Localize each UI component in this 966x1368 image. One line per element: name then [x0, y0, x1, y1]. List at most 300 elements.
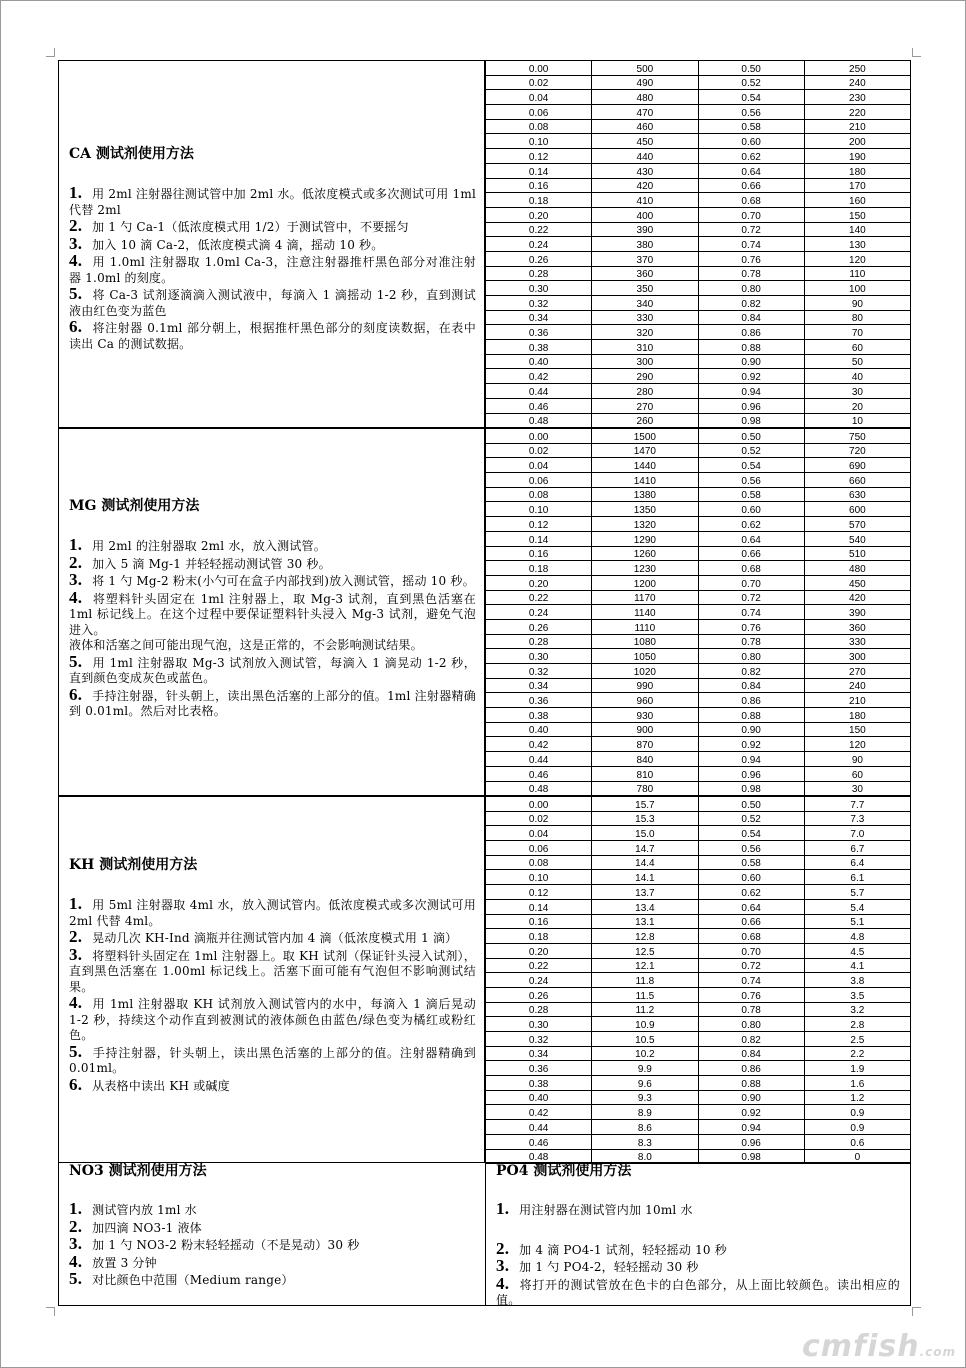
table-cell: 340 [592, 296, 698, 311]
step-number: 1. [69, 183, 83, 202]
table-row [486, 929, 911, 944]
table-cell: 14.1 [592, 870, 698, 885]
table-cell: 50 [804, 354, 910, 369]
table-cell: 7.7 [804, 797, 910, 812]
table-row [486, 575, 911, 590]
table-row [486, 105, 911, 120]
table-cell: 0.50 [698, 797, 804, 812]
table-cell: 0.62 [698, 149, 804, 164]
table-cell: 0.70 [698, 943, 804, 958]
table-cell: 4.5 [804, 943, 910, 958]
table-cell: 1200 [592, 575, 698, 590]
table-cell: 240 [804, 75, 910, 90]
table-cell: 100 [804, 281, 910, 296]
table-cell: 0.98 [698, 413, 804, 428]
table-cell: 0.60 [698, 502, 804, 517]
step-number: 6. [69, 684, 83, 704]
step-text: 加 1 勺 PO4-2，轻轻摇动 30 秒 [519, 1260, 699, 1274]
table-row [486, 664, 911, 679]
table-cell: 500 [592, 61, 698, 76]
table-cell: 380 [592, 237, 698, 252]
table-row [486, 266, 911, 281]
table-row [486, 1090, 911, 1105]
table-cell: 0.22 [486, 958, 592, 973]
table-cell: 6.1 [804, 870, 910, 885]
table-cell: 0.40 [486, 1090, 592, 1105]
table-cell: 0.50 [698, 429, 804, 444]
table-row [486, 90, 911, 105]
table-cell: 11.2 [592, 1002, 698, 1017]
table-cell: 0 [804, 1149, 910, 1164]
table-cell: 300 [592, 354, 698, 369]
instruction-step [69, 929, 476, 947]
table-cell: 150 [804, 207, 910, 222]
table-cell: 140 [804, 222, 910, 237]
table-cell: 0.48 [486, 781, 592, 796]
table-cell: 10.9 [592, 1017, 698, 1032]
table-cell: 4.1 [804, 958, 910, 973]
table-cell: 0.88 [698, 340, 804, 355]
table-row [486, 1002, 911, 1017]
step-number: 4. [69, 587, 83, 607]
table-cell: 0.86 [698, 1061, 804, 1076]
table-cell: 0.74 [698, 973, 804, 988]
table-cell: 1.2 [804, 1090, 910, 1105]
table-cell: 0.18 [486, 193, 592, 208]
table-cell: 0.64 [698, 531, 804, 546]
table-row [486, 766, 911, 781]
instruction-step [69, 1201, 477, 1219]
step-text: 用 1ml 注射器取 Mg-3 试剂放入测试管，每滴入 1 滴晃动 1-2 秒，直到颜色变成灰色或蓝色。 [69, 655, 476, 685]
table-cell: 0.42 [486, 737, 592, 752]
table-cell: 0.66 [698, 178, 804, 193]
table-cell: 0.70 [698, 575, 804, 590]
table-cell: 0.84 [698, 1046, 804, 1061]
table-row [486, 340, 911, 355]
table-row [486, 429, 911, 444]
table-cell: 5.4 [804, 899, 910, 914]
table-cell: 12.8 [592, 929, 698, 944]
table-cell: 0.50 [698, 61, 804, 76]
table-cell: 0.80 [698, 649, 804, 664]
table-cell: 15.3 [592, 811, 698, 826]
step-number: 1. [496, 1199, 510, 1218]
table-cell: 360 [592, 266, 698, 281]
table-cell: 30 [804, 781, 910, 796]
table-cell: 0.06 [486, 473, 592, 488]
instruction-step [69, 572, 476, 590]
table-cell: 1170 [592, 590, 698, 605]
table-cell: 0.36 [486, 693, 592, 708]
table-row [486, 398, 911, 413]
table-cell: 0.58 [698, 119, 804, 134]
table-cell: 1.6 [804, 1076, 910, 1091]
table-row [486, 75, 911, 90]
table-cell: 14.4 [592, 855, 698, 870]
table-cell: 510 [804, 546, 910, 561]
table-cell: 330 [592, 310, 698, 325]
table-cell: 1410 [592, 473, 698, 488]
table-cell: 12.5 [592, 943, 698, 958]
table-row [486, 222, 911, 237]
step-text: 将 1 勺 Mg-2 粉末(小勺可在盒子内部找到)放入测试管，摇动 10 秒。 [92, 574, 475, 588]
no3-steps [69, 1201, 477, 1289]
table-cell: 60 [804, 340, 910, 355]
table-row [486, 354, 911, 369]
instruction-step [69, 319, 476, 352]
kh-title: KH 测试剂使用方法 [69, 857, 198, 873]
step-number: 3. [69, 233, 83, 253]
table-row [486, 885, 911, 900]
table-cell: 0.06 [486, 841, 592, 856]
table-cell: 490 [592, 75, 698, 90]
table-cell: 0.78 [698, 266, 804, 281]
step-text: 用 2ml 的注射器取 2ml 水，放入测试管。 [92, 539, 326, 553]
table-cell: 0.86 [698, 693, 804, 708]
instruction-step [69, 587, 476, 639]
table-row [486, 384, 911, 399]
table-cell: 150 [804, 722, 910, 737]
table-cell: 0.94 [698, 752, 804, 767]
table-row [486, 149, 911, 164]
table-cell: 210 [804, 693, 910, 708]
table-cell: 0.40 [486, 354, 592, 369]
table-row [486, 649, 911, 664]
table-row [486, 914, 911, 929]
step-text: 加四滴 NO3-1 液体 [92, 1220, 202, 1235]
table-row [486, 693, 911, 708]
table-cell: 15.7 [592, 797, 698, 812]
mg-title: MG 测试剂使用方法 [69, 498, 200, 514]
table-cell: 7.3 [804, 811, 910, 826]
table-cell: 110 [804, 266, 910, 281]
step-number: 2. [496, 1238, 510, 1258]
table-row [486, 841, 911, 856]
table-cell: 1350 [592, 502, 698, 517]
mg-table [485, 428, 911, 796]
table-cell: 900 [592, 722, 698, 737]
table-row [486, 502, 911, 517]
table-cell: 0.54 [698, 90, 804, 105]
table-cell: 0.46 [486, 1134, 592, 1149]
table-cell: 410 [592, 193, 698, 208]
table-cell: 0.48 [486, 413, 592, 428]
step-number: 4. [496, 1273, 510, 1293]
table-cell: 600 [804, 502, 910, 517]
table-cell: 0.30 [486, 1017, 592, 1032]
table-cell: 450 [592, 134, 698, 149]
step-text: 将塑料针头固定在 1ml 注射器上，取 Mg-3 试剂，直到黑色活塞在 1ml 标记线上。在这个过程中要保证塑料针头浸入 Mg-3 试剂，避免气泡进入。 [69, 591, 476, 637]
table-cell: 0.00 [486, 61, 592, 76]
table-cell: 9.9 [592, 1061, 698, 1076]
step-text: 液体和活塞之间可能出现气泡，这是正常的，不会影响测试结果。 [69, 638, 423, 652]
table-cell: 1.9 [804, 1061, 910, 1076]
table-cell: 3.2 [804, 1002, 910, 1017]
table-cell: 0.94 [698, 384, 804, 399]
table-cell: 0.34 [486, 1046, 592, 1061]
table-cell: 440 [592, 149, 698, 164]
instruction-step [69, 537, 476, 555]
table-cell: 0.58 [698, 487, 804, 502]
table-row [486, 678, 911, 693]
table-cell: 0.46 [486, 766, 592, 781]
table-cell: 0.24 [486, 973, 592, 988]
step-number: 3. [496, 1256, 510, 1275]
table-cell: 0.36 [486, 325, 592, 340]
table-cell: 660 [804, 473, 910, 488]
table-cell: 0.44 [486, 1120, 592, 1135]
table-cell: 1080 [592, 634, 698, 649]
table-cell: 250 [804, 61, 910, 76]
table-cell: 0.58 [698, 855, 804, 870]
table-row [486, 281, 911, 296]
table-cell: 0.42 [486, 1105, 592, 1120]
watermark-sub: .com [919, 1345, 956, 1359]
table-cell: 0.66 [698, 546, 804, 561]
table-cell: 0.9 [804, 1120, 910, 1135]
table-cell: 210 [804, 119, 910, 134]
table-cell: 11.5 [592, 987, 698, 1002]
table-cell: 0.66 [698, 914, 804, 929]
table-cell: 170 [804, 178, 910, 193]
table-cell: 8.3 [592, 1134, 698, 1149]
table-cell: 0.14 [486, 531, 592, 546]
table-row [486, 1134, 911, 1149]
table-cell: 270 [804, 664, 910, 679]
table-cell: 810 [592, 766, 698, 781]
table-cell: 0.20 [486, 943, 592, 958]
instruction-step [69, 651, 476, 687]
table-cell: 3.5 [804, 987, 910, 1002]
step-number: 1. [69, 535, 83, 554]
table-cell: 0.32 [486, 296, 592, 311]
table-cell: 300 [804, 649, 910, 664]
step-text: 手持注射器，针头朝上，读出黑色活塞的上部分的值。注射器精确到 0.01ml。 [69, 1045, 476, 1075]
table-cell: 10 [804, 413, 910, 428]
step-number: 5. [69, 651, 83, 671]
table-cell: 780 [592, 781, 698, 796]
table-cell: 0.40 [486, 722, 592, 737]
instruction-step [69, 1216, 477, 1237]
table-cell: 270 [592, 398, 698, 413]
table-cell: 0.32 [486, 1032, 592, 1047]
table-cell: 0.28 [486, 1002, 592, 1017]
table-cell: 190 [804, 149, 910, 164]
step-text: 将 Ca-3 试剂逐滴滴入测试液中，每滴入 1 滴摇动 1-2 秒，直到测试液由红色变为蓝色 [69, 288, 476, 318]
table-cell: 6.4 [804, 855, 910, 870]
table-cell: 8.0 [592, 1149, 698, 1164]
table-cell: 220 [804, 105, 910, 120]
po4-title: PO4 测试剂使用方法 [496, 1163, 632, 1179]
table-cell: 0.80 [698, 1017, 804, 1032]
table-cell: 0.20 [486, 207, 592, 222]
no3-instructions [58, 1162, 486, 1306]
table-cell: 60 [804, 766, 910, 781]
table-cell: 0.24 [486, 605, 592, 620]
table-cell: 0.52 [698, 443, 804, 458]
table-cell: 290 [592, 369, 698, 384]
table-cell: 0.74 [698, 237, 804, 252]
table-cell: 0.80 [698, 281, 804, 296]
step-text: 将塑料针头固定在 1ml 注射器上。取 KH 试剂（保证针头浸入试剂），直到黑色活塞在 1.00ml 标记线上。活塞下面可能有气泡但不影响测试结果。 [69, 948, 476, 994]
table-cell: 0.54 [698, 458, 804, 473]
table-cell: 20 [804, 398, 910, 413]
ca-table [485, 60, 911, 428]
table-row [486, 958, 911, 973]
table-cell: 1380 [592, 487, 698, 502]
table-cell: 0.48 [486, 1149, 592, 1164]
table-cell: 0.64 [698, 163, 804, 178]
instruction-step [69, 1236, 477, 1254]
table-cell: 0.52 [698, 75, 804, 90]
instruction-step [69, 1271, 477, 1289]
ca-instructions [58, 60, 485, 428]
table-cell: 0.18 [486, 929, 592, 944]
table-row [486, 973, 911, 988]
table-cell: 370 [592, 251, 698, 266]
table-cell: 3.8 [804, 973, 910, 988]
table-cell: 13.4 [592, 899, 698, 914]
table-cell: 990 [592, 678, 698, 693]
table-cell: 0.20 [486, 575, 592, 590]
table-row [486, 531, 911, 546]
step-text: 测试管内放 1ml 水 [92, 1203, 197, 1217]
instruction-step [69, 1074, 476, 1095]
table-cell: 0.06 [486, 105, 592, 120]
table-cell: 480 [804, 561, 910, 576]
table-row [486, 797, 911, 812]
instruction-step [69, 253, 476, 286]
table-cell: 540 [804, 531, 910, 546]
table-cell: 630 [804, 487, 910, 502]
table-cell: 570 [804, 517, 910, 532]
table-row [486, 855, 911, 870]
table-row [486, 119, 911, 134]
table-cell: 1110 [592, 619, 698, 634]
table-cell: 14.7 [592, 841, 698, 856]
step-text: 用 1ml 注射器取 KH 试剂放入测试管内的水中，每滴入 1 滴后晃动 1-2 秒，持续这个动作直到被测试的液体颜色由蓝色/绿色变为橘红或粉红色。 [69, 997, 476, 1042]
table-cell: 750 [804, 429, 910, 444]
table-cell: 0.14 [486, 899, 592, 914]
table-cell: 0.78 [698, 634, 804, 649]
table-cell: 310 [592, 340, 698, 355]
table-cell: 1470 [592, 443, 698, 458]
table-cell: 5.7 [804, 885, 910, 900]
table-cell: 1290 [592, 531, 698, 546]
kh-instructions [58, 796, 485, 1163]
table-cell: 11.8 [592, 973, 698, 988]
table-cell: 0.56 [698, 105, 804, 120]
table-cell: 0.68 [698, 929, 804, 944]
watermark-logo [802, 1329, 956, 1364]
table-cell: 120 [804, 251, 910, 266]
table-cell: 0.38 [486, 1076, 592, 1091]
step-number: 5. [69, 1269, 83, 1288]
table-cell: 930 [592, 708, 698, 723]
table-row [486, 310, 911, 325]
table-cell: 7.0 [804, 826, 910, 841]
table-cell: 0.70 [698, 207, 804, 222]
step-text: 晃动几次 KH-Ind 滴瓶并往测试管内加 4 滴（低浓度模式用 1 滴） [92, 931, 458, 945]
table-row [486, 325, 911, 340]
table-row [486, 237, 911, 252]
kh-steps [69, 896, 476, 1094]
table-cell: 240 [804, 678, 910, 693]
table-cell: 0.44 [486, 752, 592, 767]
table-cell: 5.1 [804, 914, 910, 929]
table-row [486, 413, 911, 428]
table-cell: 0.88 [698, 1076, 804, 1091]
instruction-step [69, 233, 476, 254]
step-text: 用 5ml 注射器取 4ml 水，放入测试管内。低浓度模式或多次测试可用 2ml 代替 4ml。 [69, 898, 476, 928]
table-row [486, 207, 911, 222]
table-cell: 8.6 [592, 1120, 698, 1135]
table-cell: 0.10 [486, 502, 592, 517]
table-cell: 0.26 [486, 251, 592, 266]
table-cell: 0.44 [486, 384, 592, 399]
step-number: 6. [69, 1074, 83, 1094]
table-cell: 2.8 [804, 1017, 910, 1032]
table-cell: 0.24 [486, 237, 592, 252]
table-cell: 0.10 [486, 134, 592, 149]
table-cell: 0.22 [486, 590, 592, 605]
step-number: 2. [69, 552, 83, 572]
table-cell: 0.96 [698, 398, 804, 413]
po4-instructions [485, 1162, 911, 1306]
table-cell: 460 [592, 119, 698, 134]
instruction-step [496, 1258, 900, 1276]
step-number: 4. [69, 993, 83, 1012]
table-cell: 840 [592, 752, 698, 767]
instruction-step [69, 286, 476, 319]
table-cell: 0.92 [698, 369, 804, 384]
table-cell: 0.68 [698, 193, 804, 208]
table-cell: 0.08 [486, 855, 592, 870]
table-cell: 0.60 [698, 870, 804, 885]
table-cell: 30 [804, 384, 910, 399]
step-text: 用 1.0ml 注射器取 1.0ml Ca-3，注意注射器推杆黑色部分对准注射器 1.0ml 的刻度。 [69, 255, 476, 285]
table-cell: 0.28 [486, 634, 592, 649]
table-cell: 0.10 [486, 870, 592, 885]
table-cell: 180 [804, 163, 910, 178]
po4-steps [496, 1201, 900, 1309]
table-cell: 0.9 [804, 1105, 910, 1120]
table-cell: 0.6 [804, 1134, 910, 1149]
table-cell: 0.64 [698, 899, 804, 914]
table-cell: 0.04 [486, 90, 592, 105]
table-cell: 0.84 [698, 310, 804, 325]
table-cell: 0.30 [486, 649, 592, 664]
no3-title: NO3 测试剂使用方法 [69, 1163, 207, 1179]
table-cell: 9.3 [592, 1090, 698, 1105]
instruction-step [69, 218, 476, 236]
table-cell: 90 [804, 296, 910, 311]
watermark-main: cmfish [801, 1329, 920, 1364]
step-text: 将注射器 0.1ml 部分朝上，根据推杆黑色部分的刻度读数据，在表中读出 Ca 的测试数据。 [69, 321, 476, 351]
table-row [486, 737, 911, 752]
table-row [486, 561, 911, 576]
table-cell: 0.76 [698, 987, 804, 1002]
table-row [486, 634, 911, 649]
table-cell: 6.7 [804, 841, 910, 856]
crop-mark-top-left [46, 48, 55, 57]
table-cell: 0.00 [486, 797, 592, 812]
table-cell: 0.62 [698, 517, 804, 532]
table-cell: 1020 [592, 664, 698, 679]
table-cell: 160 [804, 193, 910, 208]
step-text: 放置 3 分钟 [92, 1255, 157, 1270]
table-row [486, 870, 911, 885]
